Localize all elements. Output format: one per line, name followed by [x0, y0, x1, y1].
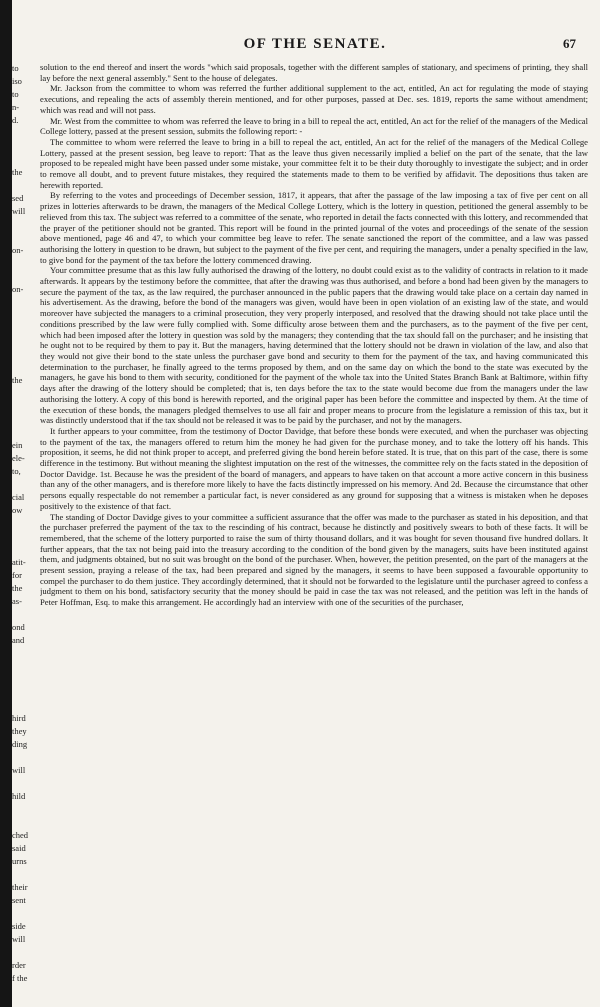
margin-fragment [12, 270, 36, 283]
margin-fragment: ding [12, 739, 28, 749]
margin-fragment: their [12, 882, 28, 892]
margin-fragment: urns [12, 856, 27, 866]
margin-fragment: on- [12, 284, 24, 294]
margin-fragment [12, 231, 36, 244]
margin-fragment: hird [12, 713, 26, 723]
facing-page-margin [12, 62, 36, 985]
margin-fragment: for [12, 570, 22, 580]
margin-fragment [12, 322, 36, 335]
margin-fragment: atit- [12, 557, 26, 567]
margin-fragment [12, 387, 36, 400]
margin-fragment [12, 699, 36, 712]
margin-fragment [12, 413, 36, 426]
margin-fragment [12, 309, 36, 322]
margin-fragment: f the [12, 973, 28, 983]
margin-fragment [12, 127, 36, 140]
margin-fragment: n- [12, 102, 20, 112]
page-number: 67 [563, 36, 576, 51]
margin-fragment [12, 946, 36, 959]
margin-fragment: and [12, 635, 25, 645]
margin-fragment [12, 816, 36, 829]
margin-fragment: sed [12, 193, 24, 203]
margin-fragment: cial [12, 492, 25, 502]
margin-fragment: sent [12, 895, 26, 905]
margin-fragment [12, 647, 36, 660]
margin-fragment: side [12, 921, 26, 931]
margin-fragment: the [12, 583, 23, 593]
margin-fragment [12, 907, 36, 920]
margin-fragment [12, 426, 36, 439]
margin-fragment: ein [12, 440, 23, 450]
margin-fragment [12, 517, 36, 530]
margin-fragment: will [12, 934, 26, 944]
page-body [40, 62, 588, 1003]
margin-fragment [12, 335, 36, 348]
margin-fragment: as- [12, 596, 22, 606]
margin-fragment [12, 660, 36, 673]
margin-fragment [12, 400, 36, 413]
margin-fragment: will [12, 206, 26, 216]
margin-fragment: to [12, 89, 19, 99]
margin-fragment [12, 153, 36, 166]
margin-fragment [12, 218, 36, 231]
paragraph: By referring to the votes and proceedings of December session, 1817, it appears, that after the passage of the law imposing a tax of five per cent on all prizes in lotteries afterwards to be drawn, the managers of the Medical College Lottery, which is the lottery in question, petitioned the general assembly to be relieved from this tax. The subject was referred to a committee of the senate, who reported in detail the facts connected with this lottery, and recommended that the prayer of the petitioner should not be granted. This report will be found in the printed journal of the votes and proceedings of the senate of the session above mentioned, page 46 and 47, to which your committee beg leave to refer. The senate sanctioned the report of the committee, and a law was passed authorising the lottery in question to be drawn, but subject to the payment of the five per cent, and requiring the managers, under a penalty specified in the law, to give bond for the payment of the tax before the lottery commenced drawing. [40, 190, 588, 265]
margin-fragment: ched [12, 830, 29, 840]
margin-fragment: hild [12, 791, 26, 801]
margin-fragment [12, 777, 36, 790]
margin-fragment [12, 361, 36, 374]
margin-fragment [12, 868, 36, 881]
margin-fragment: ele- [12, 453, 25, 463]
paragraph: It further appears to your committee, from the testimony of Doctor Davidge, that before these bonds were executed, and when the purchaser was objecting to the payment of the tax, the managers offered to return him the money he had given for the purchase money, and to take the lottery off his hands. This proposition, it seems, he did not think proper to accept, and preferred giving the bond herein before stated. It is true, that on this part of the case, there is some difference in the testimony. But without meaning the slightest imputation on the rest of the witnesses, the committee rely on the facts stated in the deposition of Doctor Davidge. 1st. Because he was the president of the board of managers, and appears to have taken on that account a more active concern in this business than any of the other managers, and is therefore more likely to have the facts distinctly impressed on his memory. And 2d. Because the circumstance that other persons equally respectable do not remember a particular fact, is never considered as any ground for supposing that a witness is mistaken when he deposes positively to the existence of that fact. [40, 425, 588, 511]
paragraph: The standing of Doctor Davidge gives to your committee a sufficient assurance that the offer was made to the purchaser as stated in his deposition, and that the purchaser preferred the payment of the tax to the rescinding of his contract, because he distinctly and positively swears to both of these facts. It will be remembered, that the scheme of the lottery purported to raise the sum of thirty thousand dollars, and it was bought for seven thousand five hundred dollars. It further appears, that the tax not being paid into the treasury according to the condition of the bond given by the managers, suits have been instituted against them, and judgments obtained, but no suit was brought on the bond of the purchaser. When, however, the petition presented, on the part of the managers at the present session, praying a release of the tax, had been prepared and signed by the managers, it seems to have been supposed a favourable opportunity to compel the purchaser to do them justice. They accordingly determined, that it should not be forwarded to the legislature until the purchaser agreed to confess a judgment to them on his bond, satisfactory security that the money should be paid in case the tax was not released, and the petition was left in the hands of Peter Hoffman, Esq. to make this arrangement. He accordingly had an interview with one of the securities of the purchaser, [40, 511, 588, 608]
margin-fragment: the [12, 167, 23, 177]
margin-fragment: ond [12, 622, 25, 632]
paragraph: Mr. West from the committee to whom was referred the leave to bring in a bill to repeal the act, entitled, An act for the relief of the managers of the Medical College lottery, passed at the present session, submits the following report: - [40, 115, 588, 137]
margin-fragment: iso [12, 76, 22, 86]
margin-fragment: ow [12, 505, 23, 515]
margin-fragment [12, 608, 36, 621]
paragraph: Mr. Jackson from the committee to whom was referred the further additional supplement to the act, entitled, An act for regulating the mode of staying executions, and repealing the acts of assembly therein mentioned, and for other purposes, passed at Dec. ses. 1819, reports the same without amendment; which was read and will not pass. [40, 83, 588, 115]
running-title: OF THE SENATE. [243, 36, 387, 52]
margin-fragment [12, 348, 36, 361]
margin-fragment: d. [12, 115, 19, 125]
margin-fragment: on- [12, 245, 24, 255]
margin-fragment: to, [12, 466, 21, 476]
margin-fragment [12, 543, 36, 556]
margin-fragment [12, 478, 36, 491]
paragraph: The committee to whom were referred the leave to bring in a bill to repeal the act, entitled, An act for the relief of the managers of the Medical College Lottery, passed at the present session, beg leave to report: That as the leave thus given necessarily implied a belief on the part of the senate, that the law proposed to be repealed might have been passed under some mistake, your committee felt it to be their duty thoroughly to investigate the subject; and in order to remove all doubt, and to prevent future mistakes, they required the statements made to them to be verified by affidavit. The depositions thus taken are herewith reported. [40, 136, 588, 190]
margin-fragment: to [12, 63, 19, 73]
page-header [40, 32, 590, 56]
margin-fragment [12, 673, 36, 686]
margin-fragment [12, 803, 36, 816]
book-gutter [0, 0, 12, 1007]
margin-fragment: said [12, 843, 26, 853]
margin-fragment [12, 257, 36, 270]
margin-fragment [12, 296, 36, 309]
margin-fragment [12, 686, 36, 699]
paragraph: solution to the end thereof and insert the words "which said proposals, together with the different samples of stationary, and specimens of printing, they shall lay before the next general assembly." Sent to the house of delegates. [40, 62, 588, 83]
margin-fragment [12, 530, 36, 543]
margin-fragment [12, 140, 36, 153]
margin-fragment: will [12, 765, 26, 775]
margin-fragment: the [12, 375, 23, 385]
paragraph: Your committee presume that as this law fully authorised the drawing of the lottery, no doubt could exist as to the validity of contracts in relation to it made afterwards. It appears by the testimony before the committee, that after the drawing was thus authorised, and before a bond had been given by the managers to secure the payment of the tax, as the law required, the purchaser announced in the public papers that the drawing would take place on a certain day named in his advertisement. As the drawing, before the bond of the managers was given, would have been in open violation of an existing law of the state, and would moreover have subjected the managers to a criminal prosecution, they very properly interposed, and resolved that the drawing should not take place until the conditions prescribed by the law were fully complied with. Some difficulty arose between them and the purchasers, as to the payment of the five per cent, which had been imposed after the lottery in question was sold by the managers; they contending that the tax should fall on the purchaser; and he insisting that he ought not to be required by them to pay it. But the managers, having determined that the lottery should not be drawn in violation of the law, and also that they would not give their bond to the state unless the purchaser gave bond and security to them for the payment of the tax, and having communicated this determination to the purchaser, he finally agreed to the terms proposed by them, and on the same day on which the bond to the state was executed by the managers, he gave his bond to them with security, conditioned for the payment of the whole tax into the United States Branch Bank at Baltimore, within fifty days after the drawing of the lottery should be completed; that is, ten days before the tax to the state would become due from the managers under the law authorising the lottery. A copy of this bond is herewith reported, and the original paper has been before the committee and inspected by them. At the time of the execution of these bonds, the managers pledged themselves to use all fair and proper means to procure from the legislature a remission of this tax, but it was distinctly understood that if the tax should not be released it was to be paid by the purchaser, and not by the managers. [40, 265, 588, 426]
margin-fragment: they [12, 726, 27, 736]
margin-fragment [12, 179, 36, 192]
margin-fragment: rder [12, 960, 26, 970]
margin-fragment [12, 751, 36, 764]
